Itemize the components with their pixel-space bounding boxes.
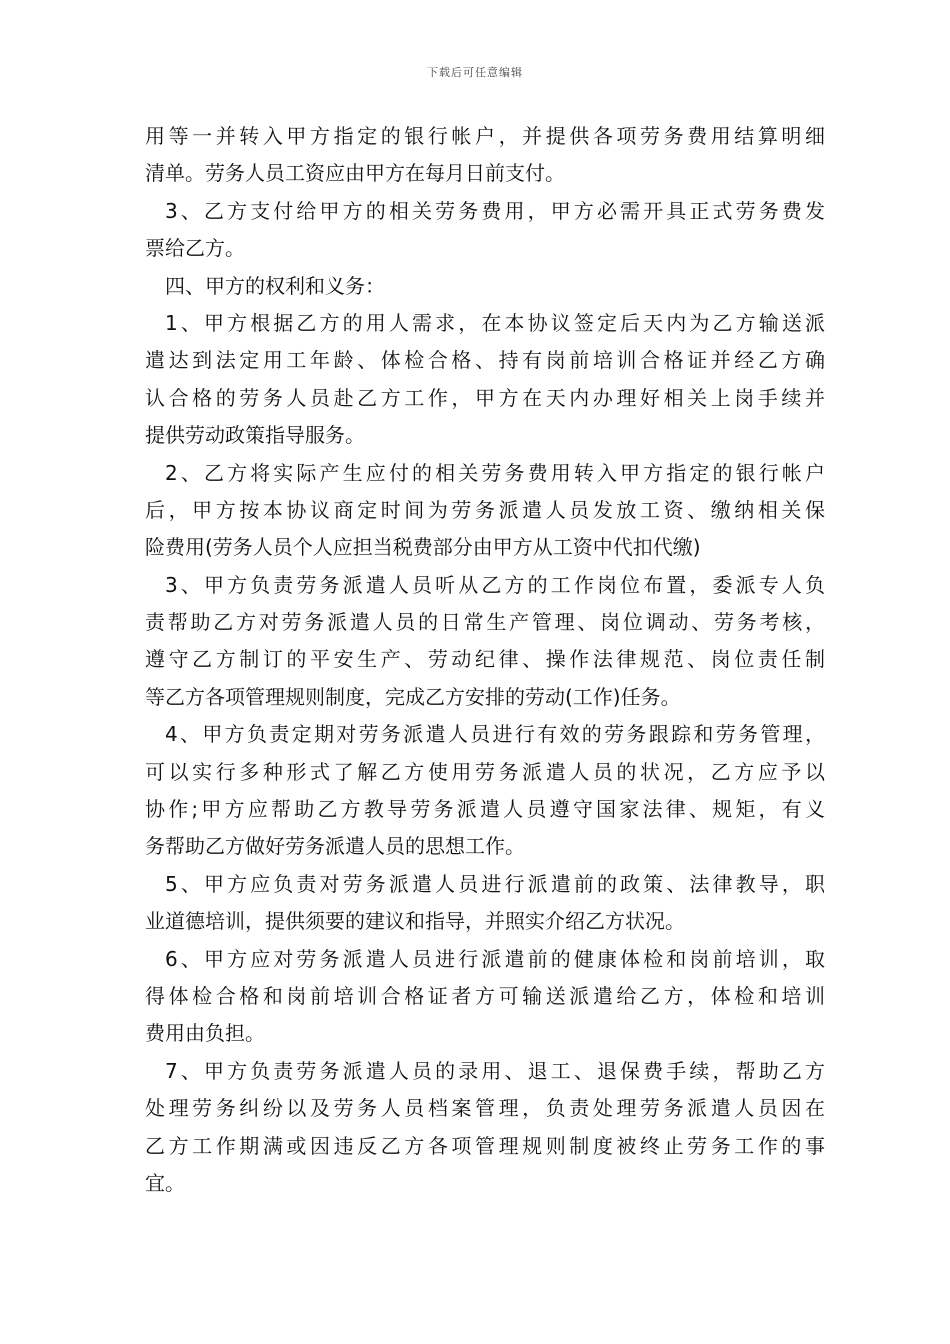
text-line: 3、乙方支付给甲方的相关劳务费用，甲方必需开具正式劳务费发 xyxy=(165,198,825,223)
text-line: 得体检合格和岗前培训合格证者方可输送派遣给乙方，体检和培训 xyxy=(145,983,825,1008)
text-line: 业道德培训，提供须要的建议和指导，并照实介绍乙方状况。 xyxy=(145,909,685,934)
text-line: 1、甲方根据乙方的用人需求，在本协议签定后天内为乙方输送派 xyxy=(165,310,825,335)
text-line: 2、乙方将实际产生应付的相关劳务费用转入甲方指定的银行帐户 xyxy=(165,460,825,485)
text-line: 处理劳务纠纷以及劳务人员档案管理，负责处理劳务派遣人员因在 xyxy=(145,1096,825,1121)
text-line: 责帮助乙方对劳务派遣人员的日常生产管理、岗位调动、劳务考核， xyxy=(145,610,825,635)
text-line: 3、甲方负责劳务派遣人员听从乙方的工作岗位布置，委派专人负 xyxy=(165,572,825,597)
text-line: 4、甲方负责定期对劳务派遣人员进行有效的劳务跟踪和劳务管理， xyxy=(165,722,825,747)
text-line: 宜。 xyxy=(145,1170,185,1195)
document-body xyxy=(145,118,825,1202)
text-line: 遵守乙方制订的平安生产、劳动纪律、操作法律规范、岗位责任制 xyxy=(145,647,825,672)
text-line: 票给乙方。 xyxy=(145,236,245,261)
text-line: 务帮助乙方做好劳务派遣人员的思想工作。 xyxy=(145,834,525,859)
text-line: 后，甲方按本协议商定时间为劳务派遣人员发放工资、缴纳相关保 xyxy=(145,497,825,522)
text-line: 遣达到法定用工年龄、体检合格、持有岗前培训合格证并经乙方确 xyxy=(145,348,825,373)
text-line: 清单。劳务人员工资应由甲方在每月日前支付。 xyxy=(145,161,565,186)
text-line: 用等一并转入甲方指定的银行帐户，并提供各项劳务费用结算明细 xyxy=(145,124,825,148)
text-line: 可以实行多种形式了解乙方使用劳务派遣人员的状况，乙方应予以 xyxy=(145,759,825,784)
text-line: 提供劳动政策指导服务。 xyxy=(145,423,365,448)
text-line: 等乙方各项管理规则制度，完成乙方安排的劳动(工作)任务。 xyxy=(145,684,681,709)
text-line: 认合格的劳务人员赴乙方工作，甲方在天内办理好相关上岗手续并 xyxy=(145,385,825,410)
text-line: 5、甲方应负责对劳务派遣人员进行派遣前的政策、法律教导，职 xyxy=(165,871,825,896)
text-line: 6、甲方应对劳务派遣人员进行派遣前的健康体检和岗前培训，取 xyxy=(165,946,825,971)
text-line: 险费用(劳务人员个人应担当税费部分由甲方从工资中代扣代缴) xyxy=(145,535,701,560)
text-line: 7、甲方负责劳务派遣人员的录用、退工、退保费手续，帮助乙方 xyxy=(165,1058,825,1083)
text-line: 协作;甲方应帮助乙方教导劳务派遣人员遵守国家法律、规矩，有义 xyxy=(145,797,825,822)
page-header-note: 下载后可任意编辑 xyxy=(427,66,523,79)
text-line: 费用由负担。 xyxy=(145,1021,265,1046)
text-line: 乙方工作期满或因违反乙方各项管理规则制度被终止劳务工作的事 xyxy=(145,1133,825,1158)
section-heading: 四、甲方的权利和义务： xyxy=(165,273,385,298)
